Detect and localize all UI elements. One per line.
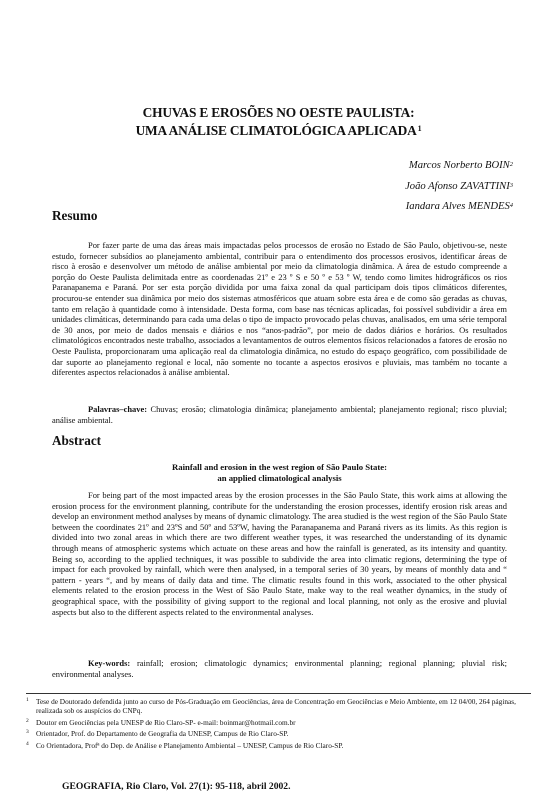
footnote [26,697,531,715]
footnote-number: 4 [26,740,29,747]
footnote-number: 3 [26,729,29,736]
footnote [26,741,531,750]
article-title [40,104,517,140]
footnote-text: Co Orientadora, Profª do Dep. de Análise e Planejamento Ambiental – UNESP, Campus de Rio Claro-SP. [36,740,344,750]
author-footnote-mark: 4 [509,202,513,209]
resumo-heading: Resumo [52,208,98,223]
abstract-text: For being part of the most impacted areas by the erosion processes in the São Paulo State, this work aims at allowing the erosion process for the environment planning, contribute for the understanding the erosion processes, identify erosion risk areas and develop an environment method analyses by means of dynamic climatology. The area studied is the west region of the São Paulo State between the coordinates 21º and 23ºS and 50º and 53ºW, having the Paranapanema and Paraná rivers as its limits. As this region is divided into two zonal areas in which there are two different weather types, it was researched the understanding of its dynamic through means of atmospheric systems which actuate on these areas and how the rainfall is generated, as its intensity and quantity. Being so, according to the applied techniques, it was possible to subdivide the area into climatic regions, determining the type of impact for each provoked by rainfall, which were then analysed, in a temporal series of 30 years, by means of monthly data and “ pattern - years “, and by means of daily data and time. The climatic results found in this work, associated to the other physical elements related to the erosion process in the West of São Paulo State, make way to the real weather dynamics, in the study of geographical space, with the possibility of giving support to the regional and local planning, not only as the erosive and pluvial aspects but also to the different aspects related to the environmental analyses. [52,490,507,617]
footnote [26,718,531,727]
title-line-2-text: UMA ANÁLISE CLIMATOLÓGICA APLICADA [135,123,417,138]
title-footnote-mark: 1 [417,124,422,133]
footnote-text: Doutor em Geociências pela UNESP de Rio Claro-SP- e-mail: boinmar@hotmail.com.br [36,717,296,727]
author-name: Iandara Alves MENDES [405,201,510,212]
author-footnote-mark: 3 [509,181,513,189]
footnote-divider [26,693,531,694]
resumo-keywords [52,404,507,425]
abstract-heading: Abstract [52,433,102,448]
author-name: Marcos Norberto BOIN [408,160,510,171]
abstract-title-line-2: an applied climatological analysis [217,473,342,483]
footnote-text: Tese de Doutorado defendida junto ao curso de Pós-Graduação em Geociências, área de Concentração em Geociências e Meio Ambiente, em 12 04/00, 264 páginas, realizada sob os auspícios do CNPq. [36,697,516,715]
title-line-2 [40,122,517,140]
abstract-keywords [52,658,507,679]
author-list [405,156,513,218]
resumo-text: Por fazer parte de uma das áreas mais impactadas pelos processos de erosão no Estado de São Paulo, objetivou-se, neste estudo, fornecer subsídios ao planejamento ambiental, contribuir para o entendimento dos processos erosivos, identificar áreas de risco à erosão e desenvolver um método de análise ambiental por meio da climatologia dinâmica. A área de estudo compreende a porção do Oeste Paulista delimitada entre as coordenadas 21º e 23 º S e 50 º e 53 º W, tendo como limites hidrográficos os rios Paranapanema e Paraná. Por ser esta porção dividida por uma faixa zonal da qual participam dois tipos climáticos diferentes, procurou-se entender sua dinâmica por meio dos sistemas atmosféricos que atuam sobre esta área e de como são geradas as chuvas, tanto em relação à quantidade como à intensidade. Desta forma, com base nas técnicas aplicadas, foi possível subdividir a área em unidades climáticas, determinando para cada uma delas o tipo de impacto provocado pelas chuvas, analisados, em uma série temporal de 30 anos, por meio de dados mensais e diários e nos “anos-padrão”, por meio de dados diários e horários. Os resultados climatológicos encontrados neste trabalho, associados a levantamentos de outros elementos físicos relacionados a fatores de erosão no Oeste Paulista, proporcionaram uma aplicação real da climatologia dinâmica, no estudo do espaço geográfico, com possibilidade de dar suporte ao planejamento regional e local, não somente no tocante a aspectos erosivos e pluviais, mas também no tocante a diferentes aspectos relacionados à análise ambiental. [52,240,507,378]
footnote-number: 2 [26,717,29,724]
resumo-keywords-text: Chuvas; erosão; climatologia dinâmica; planejamento ambiental; planejamento regional; risco pluvial; análise ambiental. [52,404,508,425]
footnotes [26,697,531,752]
abstract-keywords-text: rainfall; erosion; climatologic dynamics; environmental planning; regional planning; pluvial risk; environmental analyses. [52,658,507,679]
footnote-number: 1 [26,697,29,703]
resumo-keywords-label: Palavras–chave: [88,404,148,414]
title-line-1: CHUVAS E EROSÕES NO OESTE PAULISTA: [142,105,415,120]
abstract-title [52,462,507,484]
author-name: João Afonso ZAVATTINI [405,180,510,192]
author-footnote-mark: 2 [509,161,513,168]
footnote [26,729,531,738]
journal-citation: GEOGRAFIA, Rio Claro, Vol. 27(1): 95-118, abril 2002. [62,781,291,792]
author [405,156,513,177]
footnote-text: Orientador, Prof. do Departamento de Geografia da UNESP, Campus de Rio Claro-SP. [36,729,289,739]
abstract-title-line-1: Rainfall and erosion in the west region of São Paulo State: [172,462,387,472]
abstract-keywords-label: Key-words: [88,658,131,668]
author [405,197,513,218]
author [405,177,513,198]
